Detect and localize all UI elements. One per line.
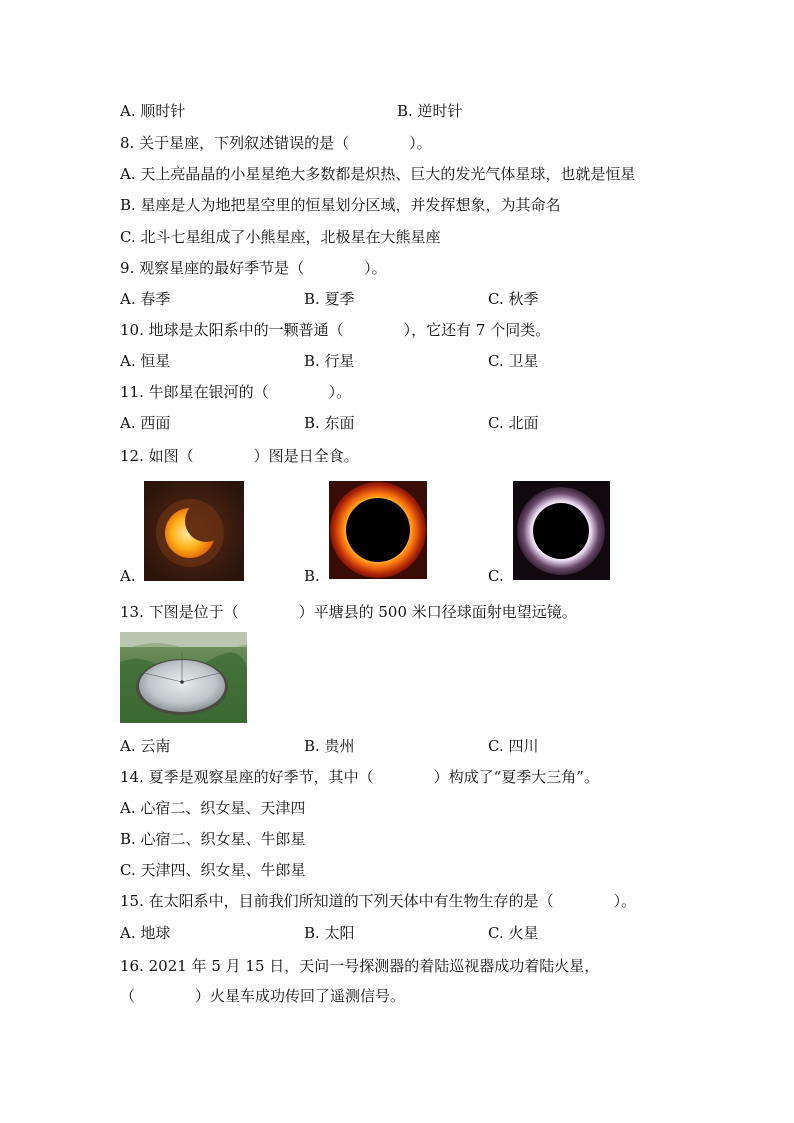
q13-option-b: B. 贵州 — [304, 737, 355, 755]
q13-option-a: A. 云南 — [120, 737, 171, 755]
total-eclipse-image — [513, 481, 610, 580]
q15-option-b: B. 太阳 — [304, 924, 355, 942]
q11-option-b: B. 东面 — [304, 414, 355, 432]
fast-telescope-image — [120, 632, 247, 723]
q7-option-a: A. 顺时针 — [120, 102, 186, 120]
q8-option-c: C. 北斗七星组成了小熊星座，北极星在大熊星座 — [120, 228, 441, 246]
q10-stem: 10. 地球是太阳系中的一颗普通（ ），它还有 7 个同类。 — [120, 321, 551, 339]
q12-option-b-label: B. — [304, 567, 320, 585]
q12-option-c-label: C. — [488, 567, 504, 585]
q14-option-c: C. 天津四、织女星、牛郎星 — [120, 861, 306, 879]
q13-option-c: C. 四川 — [488, 737, 539, 755]
q16-stem-line2: （ ）火星车成功传回了遥测信号。 — [120, 987, 406, 1005]
q12-stem: 12. 如图（ ）图是日全食。 — [120, 447, 359, 465]
q12-option-a-label: A. — [120, 567, 136, 585]
annular-eclipse-image — [329, 481, 427, 579]
q9-option-a: A. 春季 — [120, 290, 171, 308]
q16-stem-line1: 16. 2021 年 5 月 15 日，天问一号探测器的着陆巡视器成功着陆火星， — [120, 957, 600, 975]
partial-eclipse-image — [144, 481, 244, 581]
q14-stem: 14. 夏季是观察星座的好季节，其中（ ）构成了“夏季大三角”。 — [120, 768, 599, 786]
q10-option-c: C. 卫星 — [488, 352, 539, 370]
q8-option-a: A. 天上亮晶晶的小星星绝大多数都是炽热、巨大的发光气体星球，也就是恒星 — [120, 165, 636, 183]
q11-option-c: C. 北面 — [488, 414, 539, 432]
q9-option-b: B. 夏季 — [304, 290, 355, 308]
q11-stem: 11. 牛郎星在银河的（ ）。 — [120, 383, 352, 401]
q8-stem: 8. 关于星座，下列叙述错误的是（ ）。 — [120, 134, 432, 152]
q9-stem: 9. 观察星座的最好季节是（ ）。 — [120, 259, 387, 277]
q14-option-b: B. 心宿二、织女星、牛郎星 — [120, 830, 306, 848]
q15-option-a: A. 地球 — [120, 924, 171, 942]
q10-option-a: A. 恒星 — [120, 352, 171, 370]
q10-option-b: B. 行星 — [304, 352, 355, 370]
q14-option-a: A. 心宿二、织女星、天津四 — [120, 799, 306, 817]
q7-option-b: B. 逆时针 — [397, 102, 463, 120]
q15-stem: 15. 在太阳系中，目前我们所知道的下列天体中有生物生存的是（ ）。 — [120, 892, 637, 910]
q15-option-c: C. 火星 — [488, 924, 539, 942]
q9-option-c: C. 秋季 — [488, 290, 539, 308]
q13-stem: 13. 下图是位于（ ）平塘县的 500 米口径球面射电望远镜。 — [120, 603, 577, 621]
q8-option-b: B. 星座是人为地把星空里的恒星划分区域，并发挥想象，为其命名 — [120, 196, 561, 214]
q11-option-a: A. 西面 — [120, 414, 171, 432]
